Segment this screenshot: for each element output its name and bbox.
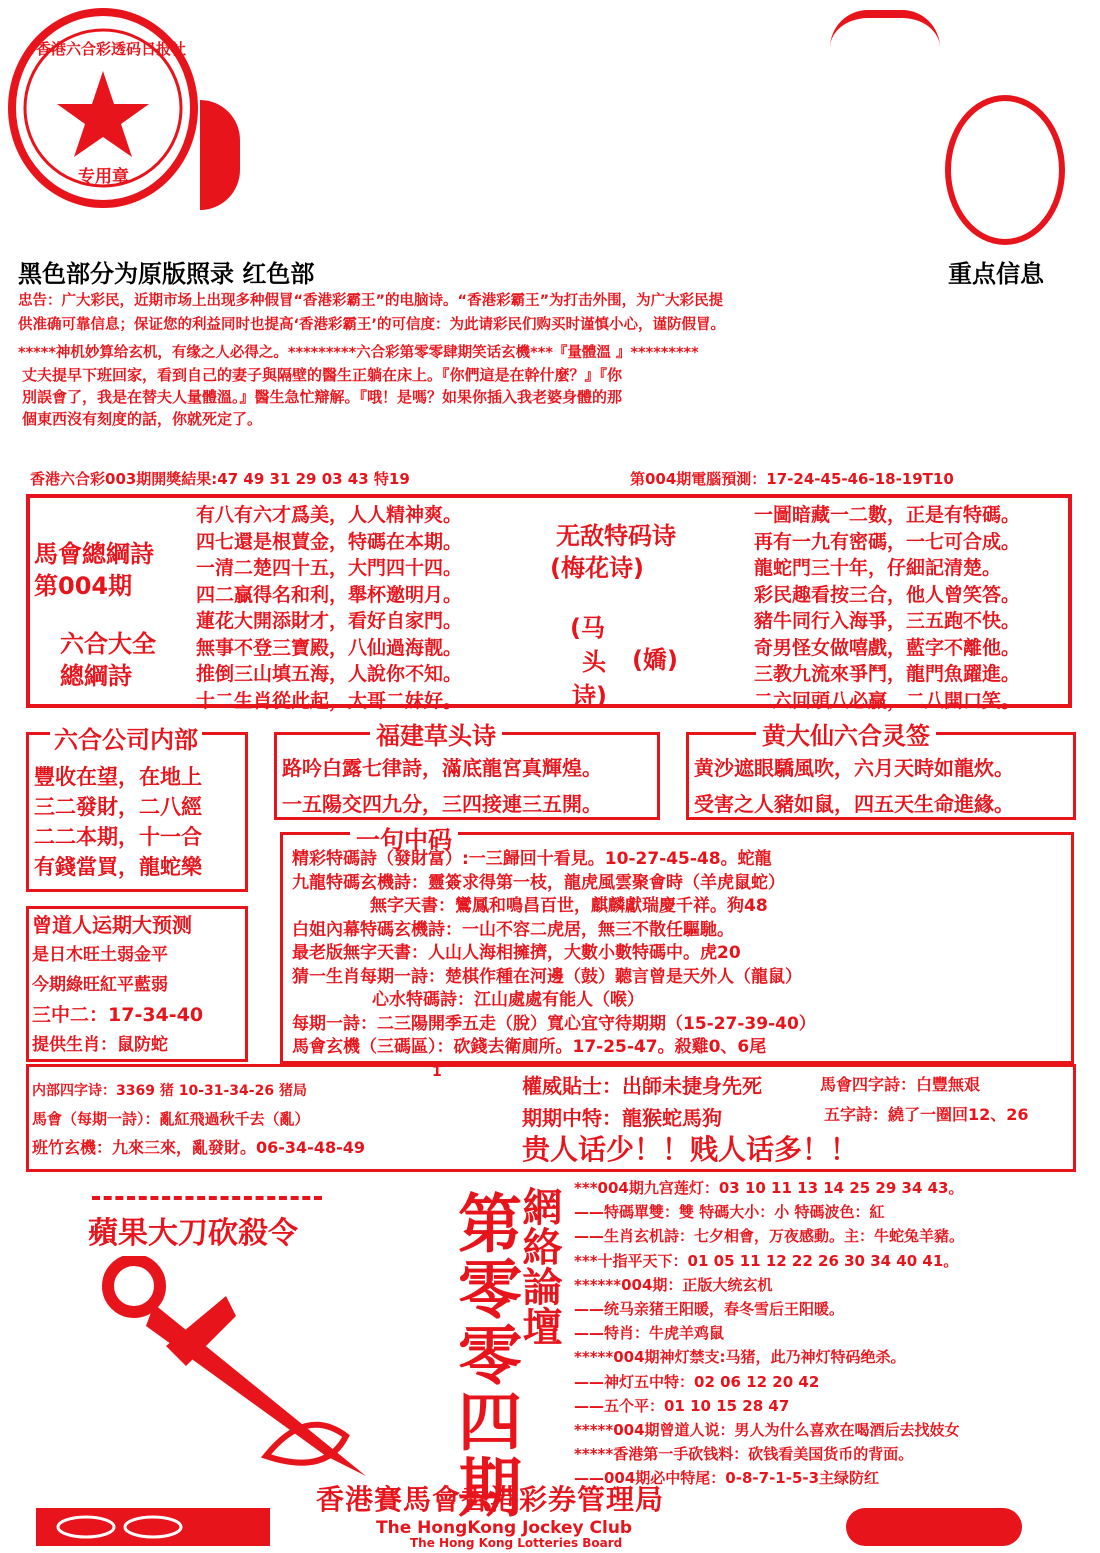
center-vertical-1: (马 [570,614,605,642]
authority-tips: 權威貼士：出師未捷身先死 [522,1074,762,1098]
zhong-line: 白姐內幕特碼玄機詩：一山不容二虎居，無三不散任驅馳。 [292,919,734,940]
poem-line: 一清二楚四十五，大門四十四。 [196,557,463,579]
four-word-poem: 馬會四字詩：白豐無艰 [820,1075,981,1094]
wong-tai-sin-line-1: 黄沙遮眼驕風吹，六月天時如龍炊。 [694,756,1014,780]
main-poem-title-1: 馬會總綱詩 [34,540,154,568]
footer-org: 香港賽馬會香港彩券管理局 [316,1483,665,1516]
stamp-mark-right [830,10,940,48]
inner-line-3: 班竹玄機：九來三來，亂發財。06-34-48-49 [32,1138,365,1157]
stamp-seal-right [945,95,1065,245]
center-vertical-3: 诗) [572,682,607,710]
zhong-line: 猜一生肖每期一詩：楚棋作種在河邊（鼓）聽言曾是天外人（龍鼠） [292,966,802,987]
joke-line-1: 丈夫提早下班回家，看到自己的妻子與隔壁的醫生正躺在床上。『你們這是在幹什麼？』『你 [22,366,623,384]
poem-line: 三教九流來爭鬥，龍門魚躍進。 [754,663,1021,685]
forum-lines [574,1176,964,1491]
headline-right: 重点信息 [948,260,1044,288]
center-vertical-2: 头 [582,648,606,676]
zhong-line: 無字天書：鸞鳳和鳴昌百世，麒麟獻瑞慶千祥。狗48 [370,896,768,916]
poem-line: 再有一九有密碼，一七可合成。 [754,530,1021,553]
zhong-line: 精彩特碼詩（發財富）:一三歸回十看見。10-27-45-48。蛇龍 [292,849,772,869]
sure-win: 期期中特：龍猴蛇馬狗 [522,1106,722,1130]
joke-title: *****神机妙算给玄机，有缘之人必得之。*********六合彩第零零肆期笑话玄機***『量體溫 』********* [18,345,699,361]
poem-line: 無事不登三寶殿，八仙過海靓。 [196,636,463,659]
poem-line: 四七還是根蕒金，特碼在本期。 [196,530,463,553]
computer-prediction: 第004期電腦預測：17-24-45-46-18-19T10 [630,470,954,488]
prediction-title: 曾道人运期大预测 [32,913,192,937]
poem-line: 豬牛同行入海爭，三五跑不快。 [754,610,1021,632]
forum-line: ——统马亲猪王阳暖，春冬雪后王阳暖。 [574,1300,845,1319]
stamp-subtext: 专用章 [78,167,129,187]
company-line: 三二發財，二八經 [34,795,202,819]
knife-divider [92,1196,322,1200]
inner-mark: 1 [432,1064,442,1080]
main-poem-lines [196,502,462,714]
poem-line: 二六回頭八必贏，二八開口笑。 [754,689,1021,712]
prediction-line: 是日木旺土弱金平 [32,945,168,965]
prediction-content [32,910,203,1060]
footer-ornament-right [846,1508,1022,1546]
forum-line: ******004期：正版大统玄机 [574,1275,773,1294]
company-title: 六合公司内部 [50,720,202,755]
cloud-pattern-icon [36,1508,270,1546]
fujian-line-2: 一五陽交四九分，三四接連三五開。 [282,792,602,816]
forum-line: ——生肖玄机詩：七夕相會，万夜感動。主：牛蛇兔羊豬。 [574,1227,965,1246]
fujian-line-1: 路吟白露七律詩，滿底龍宮真輝煌。 [282,756,602,780]
stamp-text: 香港六合彩透码日报社 [36,40,187,58]
forum-line: ***十指平天下：01 05 11 12 22 26 30 34 40 41。 [574,1251,959,1270]
forum-line: ——特肖：牛虎羊鸡鼠 [574,1324,725,1343]
footer-en-1: The HongKong Jockey Club [376,1518,633,1538]
zhong-title: 一句中码 [350,820,458,855]
company-line: 二二本期，十一合 [34,825,202,849]
headline-left: 黑色部分为原版照录 红色部 [18,260,315,288]
center-poem-subtitle: (梅花诗) [550,554,644,582]
company-lines [34,762,202,882]
forum-banner: 網絡論壇 [516,1186,562,1346]
five-word-poem: 五字詩：繞了一圈回12、26 [824,1105,1029,1124]
poem-line: 十二生肖從此起，大哥二妹好。 [196,689,463,712]
main-poem-title-3: 六合大全 [60,630,156,658]
wong-tai-sin-title: 黄大仙六合灵签 [756,716,936,751]
center-paren: (嬌) [632,646,678,674]
prediction-line: 今期綠旺紅平藍弱 [32,975,168,995]
notice-line-2: 供准确可靠信息；保证您的利益同时也提高‘香港彩霸王’的可信度：为此请彩民们购买时谨慎小心，谨防假冒。 [18,317,726,333]
poem-line: 彩民趣看按三合，他人曾笑答。 [754,583,1021,606]
zhong-line: 心水特碼詩：江山處處有能人（喉） [372,990,644,1010]
poem-line: 蓮花大開添財才，看好自家門。 [196,610,463,632]
stamp-seal-left [8,8,198,208]
company-line: 豐收在望，在地上 [34,765,202,789]
company-line: 有錢當買，龍蛇樂 [34,855,202,879]
forum-line: ——五个平：01 10 15 28 47 [574,1396,790,1415]
inner-line-1: 内部四字诗：3369 猪 10-31-34-26 猪局 [32,1083,307,1099]
wong-tai-sin-line-2: 受害之人豬如鼠，四五天生命進緣。 [694,792,1014,816]
zhong-line: 每期一詩：二三陽開季五走（脫）寬心宜守待期期（15-27-39-40） [292,1013,816,1034]
joke-line-3: 個東西沒有刻度的話，你就死定了。 [22,410,263,428]
slogan: 贵人话少！！贱人话多！！ [522,1133,859,1166]
poem-line: 四二贏得名和利，舉杯邀明月。 [196,583,463,606]
joke-line-2: 別誤會了，我是在替夫人量體溫。』醫生急忙辯解。『哦！是嗎？如果你插入我老婆身體的那 [22,388,623,406]
forum-line: *****004期神灯禁支:马猪，此乃神灯特码绝杀。 [574,1348,906,1367]
fujian-title: 福建草头诗 [370,716,502,751]
poem-line: 龍蛇門三十年，仔細記清楚。 [754,557,1002,579]
zhong-lines [292,848,816,1060]
forum-line: *****香港第一手砍钱料：砍钱看美国货币的背面。 [574,1445,914,1464]
poem-line: 一圖暗藏一二數，正是有特碼。 [754,504,1021,526]
knife-icon [96,1256,376,1486]
forum-line: *****004期曾道人说：男人为什么喜欢在喝酒后去找妓女 [574,1421,960,1440]
main-poem-title-2: 第004期 [34,572,133,600]
prediction-line: 提供生肖：鼠防蛇 [32,1035,168,1055]
forum-line: ——特碼單雙：雙 特碼大小：小 特碼波色：紅 [574,1203,885,1222]
main-poem-title-4: 總綱詩 [60,662,132,690]
center-poem-title: 无敌特码诗 [556,522,676,550]
forum-line: ——004期必中特尾：0-8-7-1-5-3主绿防红 [574,1469,880,1488]
right-poem-lines [754,502,1020,714]
zhong-line: 最老版無字天書：人山人海相擁擠，大數小數特碼中。虎20 [292,943,741,963]
draw-result: 香港六合彩003期開獎結果:47 49 31 29 03 43 特19 [30,470,410,488]
zhong-line: 九龍特碼玄機詩：靈簽求得第一枝，龍虎風雲聚會時（羊虎鼠蛇） [292,872,785,893]
inner-line-2: 馬會（每期一詩）：亂紅飛過秋千去（亂） [32,1110,310,1128]
knife-title: 蘋果大刀砍殺令 [88,1216,298,1251]
stamp-mark-left [200,100,240,210]
poem-line: 奇男怪女做嘻戲，藍字不離他。 [754,636,1021,659]
footer-en-2: The Hong Kong Lotteries Board [410,1536,623,1550]
forum-line: ***004期九宫莲灯：03 10 11 13 14 25 29 34 43。 [574,1179,964,1197]
notice-line-1: 忠告：广大彩民，近期市场上出现多种假冒“香港彩霸王”的电脑诗。“香港彩霸王”为打击外围，为广大彩民提 [18,293,724,309]
poem-line: 推倒三山填五海，人說你不知。 [196,663,463,685]
zhong-line: 馬會玄機（三碼區）：砍錢去衛廁所。17-25-47。殺雞0、6尾 [292,1037,767,1057]
poem-line: 有八有六才爲美，人人精神爽。 [196,504,463,526]
forum-line: ——神灯五中特：02 06 12 20 42 [574,1372,820,1391]
issue-banner: 第零零四期 [447,1190,521,1520]
prediction-line: 三中二：17-34-40 [32,1004,204,1026]
